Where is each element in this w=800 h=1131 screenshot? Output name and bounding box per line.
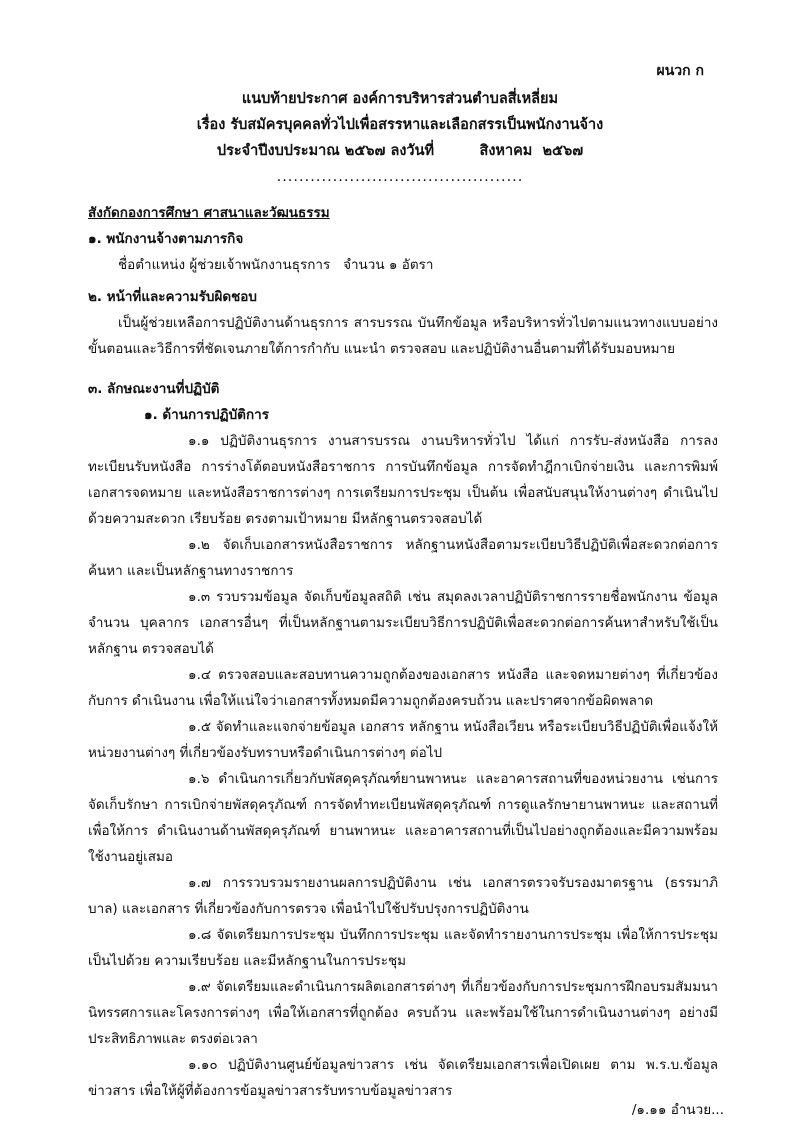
duty-item: ๑.๑ ปฏิบัติงานธุรการ งานสารบรรณ งานบริหารทั่วไป ได้แก่ การรับ-ส่งหนังสือ การลงทะเบียนรับหนังสือ การร่างโต้ตอบหนังสือราชการ การบันทึกข้อมูล การจัดทำฎีกาเบิกจ่ายเงิน และการพิมพ์เอกสารจดหมาย และหนังสือราชการต่างๆ การเตรียมการประชุม เป็นต้น เพื่อสนับสนุนให้งานต่างๆ ดำเนินไปด้วยความสะดวก เรียบร้อย ตรงตามเป้าหมาย มีหลักฐานตรวจสอบได้ [88, 433, 718, 527]
duty-item: ๑.๘ จัดเตรียมการประชุม บันทึกการประชุม และจัดทำรายงานการประชุม เพื่อให้การประชุมเป็นไปด้วย ความเรียบร้อย และมีหลักฐานในการประชุม [88, 927, 718, 969]
duty-item: ๑.๗ การรวบรวมรายงานผลการปฏิบัติงาน เช่น เอกสารตรวจรับรองมาตรฐาน (ธรรมาภิบาล) และเอกสาร ที่เกี่ยวข้องกับการตรวจ เพื่อนำไปใช้ปรับปรุงการปฏิบัติงาน [88, 875, 718, 917]
duty-item: ๑.๓ รวบรวมข้อมูล จัดเก็บข้อมูลสถิติ เช่น สมุดลงเวลาปฏิบัติราชการรายชื่อพนักงาน ข้อมูลจำนวน บุคลากร เอกสารอื่นๆ ที่เป็นหลักฐานตามระเบียบวิธีการปฏิบัติเพื่อสะดวกต่อการค้นหาสำหรับใช้เป็นหลักฐาน ตรวจสอบได้ [88, 589, 718, 657]
document-body [88, 200, 718, 1104]
header-line-1: แนบท้ายประกาศ องค์การบริหารส่วนตำบลสี่เหลี่ยม [241, 91, 559, 107]
section-3-subtitle: ๑. ด้านการปฏิบัติการ [144, 407, 269, 423]
annex-label: ผนวก ก [656, 63, 704, 79]
section-1-title: ๑. พนักงานจ้างตามภารกิจ [88, 231, 244, 247]
section-2-title: ๒. หน้าที่และความรับผิดชอบ [88, 289, 257, 305]
duty-item: ๑.๕ จัดทำและแจกจ่ายข้อมูล เอกสาร หลักฐาน หนังสือเวียน หรือระเบียบวิธีปฏิบัติเพื่อแจ้งให้หน่วยงานต่างๆ ที่เกี่ยวข้องรับทราบหรือดำเนินการต่างๆ ต่อไป [88, 719, 718, 761]
duty-item: ๑.๒ จัดเก็บเอกสารหนังสือราชการ หลักฐานหนังสือตามระเบียบวิธีปฏิบัติเพื่อสะดวกต่อการค้นหา และเป็นหลักฐานทางราชการ [88, 537, 718, 579]
section-3-title: ๓. ลักษณะงานที่ปฏิบัติ [88, 381, 220, 397]
header-line-2: เรื่อง รับสมัครบุคคลทั่วไปเพื่อสรรหาและเลือกสรรเป็นพนักงานจ้าง [196, 117, 604, 133]
duty-item: ๑.๖ ดำเนินการเกี่ยวกับพัสดุครุภัณฑ์ยานพาหนะ และอาคารสถานที่ของหน่วยงาน เช่นการจัดเก็บรักษา การเบิกจ่ายพัสดุครุภัณฑ์ การจัดทำทะเบียนพัสดุครุภัณฑ์ การดูแลรักษายานพาหนะ และสถานที่เพื่อให้การ ดำเนินงานด้านพัสดุครุภัณฑ์ ยานพาหนะ และอาคารสถานที่เป็นไปอย่างถูกต้องและมีความพร้อมใช้งานอยู่เสมอ [88, 771, 718, 865]
duty-item: ๑.๔ ตรวจสอบและสอบทานความถูกต้องของเอกสาร หนังสือ และจดหมายต่างๆ ที่เกี่ยวข้องกับการ ดำเนินงาน เพื่อให้แน่ใจว่าเอกสารทั้งหมดมีความถูกต้องครบถ้วน และปราศจากข้อผิดพลาด [88, 667, 718, 709]
section-1-position: ชื่อตำแหน่ง ผู้ช่วยเจ้าพนักงานธุรการ จำนวน ๑ อัตรา [118, 257, 434, 273]
duty-item: ๑.๑๐ ปฏิบัติงานศูนย์ข้อมูลข่าวสาร เช่น จัดเตรียมเอกสารเพื่อเปิดเผย ตาม พ.ร.บ.ข้อมูลข่าวสาร เพื่อให้ผู้ที่ต้องการข้อมูลข่าวสารรับทราบข้อมูลข่าวสาร [88, 1057, 718, 1099]
continuation-note: /๑.๑๑ อำนวย... [631, 1102, 724, 1118]
department-heading: สังกัดกองการศึกษา ศาสนาและวัฒนธรรม [88, 205, 330, 221]
header-dotted-line: ............................................ [276, 169, 524, 185]
header-line-3: ประจำปีงบประมาณ ๒๕๖๗ ลงวันที่ สิงหาคม ๒๕๖๗ [216, 143, 584, 159]
duty-item: ๑.๙ จัดเตรียมและดำเนินการผลิตเอกสารต่างๆ ที่เกี่ยวข้องกับการประชุมการฝึกอบรมสัมมนานิทรรศการและโครงการต่างๆ เพื่อให้เอกสารที่ถูกต้อง ครบถ้วน และพร้อมใช้ในการดำเนินงานต่างๆ อย่างมีประสิทธิภาพและ ตรงต่อเวลา [88, 979, 718, 1047]
section-2-text: เป็นผู้ช่วยเหลือการปฏิบัติงานด้านธุรการ สารบรรณ บันทึกข้อมูล หรือบริหารทั่วไปตามแนวทางแบบอย่าง ขั้นตอนและวิธีการที่ชัดเจนภายใต้การกำกับ แนะนำ ตรวจสอบ และปฏิบัติงานอื่นตามที่ได้รับมอบหมาย [88, 315, 718, 357]
document-header [0, 86, 800, 190]
